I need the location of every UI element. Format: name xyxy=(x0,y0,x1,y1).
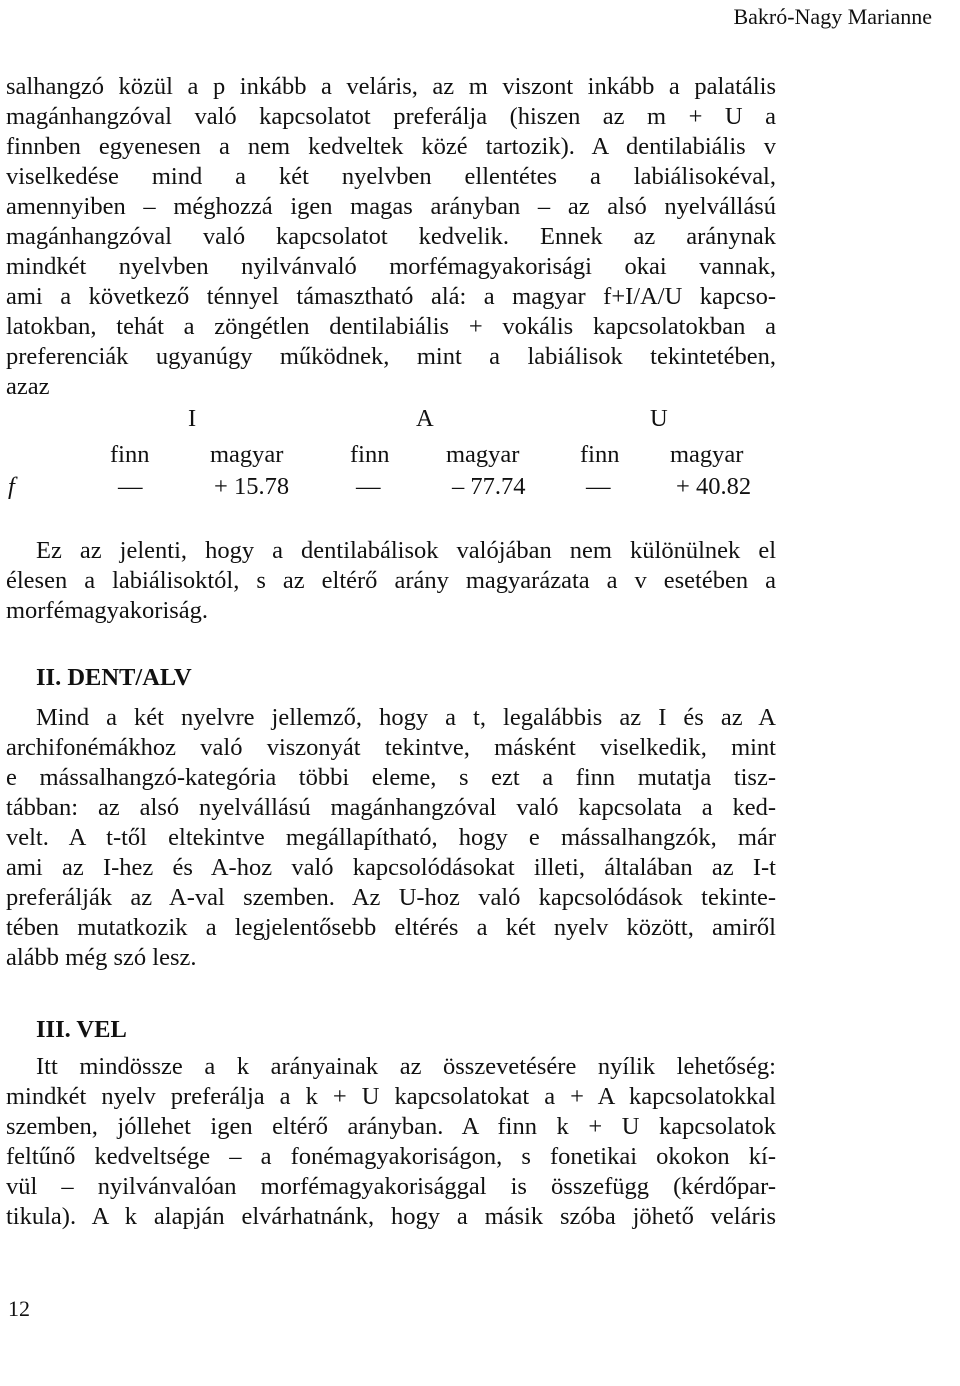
group-header-i: I xyxy=(188,405,197,432)
text-line: viselkedése mind a két nyelvben ellentétes a labiálisokéval, xyxy=(6,163,776,190)
text-line: tében mutatkozik a legjelentősebb eltérés a két nyelv között, amiről xyxy=(6,914,776,941)
text-line: magánhangzóval való kapcsolatot kedvelik. Ennek az aránynak xyxy=(6,223,776,250)
text-line: latokban, tehát a zöngétlen dentilabiális + vokális kapcsolatokban a xyxy=(6,313,776,340)
table-value: + 15.78 xyxy=(214,473,290,500)
text-line: szemben, jóllehet igen eltérő arányban. A finn k + U kapcsolatok xyxy=(6,1113,776,1140)
text-line: preferenciák ugyanúgy működnek, mint a labiálisok tekintetében, xyxy=(6,343,776,370)
section-heading-vel: III. VEL xyxy=(36,1016,127,1043)
table-value: — xyxy=(586,473,611,500)
text-line: Ez az jelenti, hogy a dentilabálisok valójában nem különülnek el xyxy=(36,537,776,564)
group-header-u: U xyxy=(650,405,668,432)
text-line: ami az I-hez és A-hoz való kapcsolódásokat illeti, általában az I-t xyxy=(6,854,776,881)
text-line: ami a következő ténnyel támasztható alá: a magyar f+I/A/U kapcso- xyxy=(6,283,776,310)
paragraph-dent-alv xyxy=(6,703,776,973)
text-line: mindkét nyelv preferálja a k + U kapcsolatokat a + A kapcsolatokkal xyxy=(6,1083,776,1110)
table-value: – 77.74 xyxy=(452,473,526,500)
text-line: élesen a labiálisoktól, s az eltérő arány magyarázata a v esetében a xyxy=(6,567,776,594)
text-line: Itt mindössze a k arányainak az összevetésére nyílik lehetőség: xyxy=(36,1053,776,1080)
row-label: f xyxy=(8,473,15,500)
text-line: feltűnő kedveltsége – a fonémagyakoriságon, s fonetikai okokon kí- xyxy=(6,1143,776,1170)
text-line: tikula). A k alapján elvárhatnánk, hogy a másik szóba jöhető veláris xyxy=(6,1203,776,1230)
subheader-magyar: magyar xyxy=(210,441,284,468)
text-line: azaz xyxy=(6,373,50,400)
text-line: morfémagyakoriság. xyxy=(6,597,209,624)
section-heading-dent-alv: II. DENT/ALV xyxy=(36,664,192,691)
subheader-finn: finn xyxy=(350,441,390,468)
text-line: e mássalhangzó-kategória többi eleme, s ezt a finn mutatja tisz- xyxy=(6,764,776,791)
text-line: tábban: az alsó nyelvállású magánhangzóval való kapcsolata a ked- xyxy=(6,794,776,821)
text-line: finnben egyenesen a nem kedveltek közé tartozik). A dentilabiális v xyxy=(6,133,776,160)
paragraph-conclusion xyxy=(6,536,776,626)
page-number: 12 xyxy=(8,1296,30,1321)
text-line: mindkét nyelvben nyilvánvaló morfémagyakorisági okai vannak, xyxy=(6,253,776,280)
group-header-a: A xyxy=(416,405,434,432)
text-line: archifonémákhoz való viszonyát tekintve, másként viselkedik, mint xyxy=(6,734,776,761)
subheader-magyar: magyar xyxy=(446,441,520,468)
text-line: preferálják az A-val szemben. Az U-hoz való kapcsolódások tekinte- xyxy=(6,884,776,911)
table-value: + 40.82 xyxy=(676,473,752,500)
subheader-finn: finn xyxy=(580,441,620,468)
paragraph-vel xyxy=(6,1052,776,1232)
table-value: — xyxy=(356,473,381,500)
text-line: magánhangzóval való kapcsolatot preferálja (hiszen az m + U a xyxy=(6,103,776,130)
text-line: Mind a két nyelvre jellemző, hogy a t, legalábbis az I és az A xyxy=(36,704,776,731)
paragraph-continuation xyxy=(6,72,776,402)
subheader-finn: finn xyxy=(110,441,150,468)
text-line: salhangzó közül a p inkább a veláris, az m viszont inkább a palatális xyxy=(6,73,776,100)
running-header-author: Bakró-Nagy Marianne xyxy=(733,4,932,29)
text-line: alább még szó lesz. xyxy=(6,944,197,971)
text-line: amennyiben – méghozzá igen magas arányban – az alsó nyelvállású xyxy=(6,193,776,220)
text-line: velt. A t-től eltekintve megállapítható, hogy e mássalhangzók, már xyxy=(6,824,776,851)
text-line: vül – nyilvánvalóan morfémagyakorisággal is összefügg (kérdőpar- xyxy=(6,1173,776,1200)
table-value: — xyxy=(118,473,143,500)
subheader-magyar: magyar xyxy=(670,441,744,468)
